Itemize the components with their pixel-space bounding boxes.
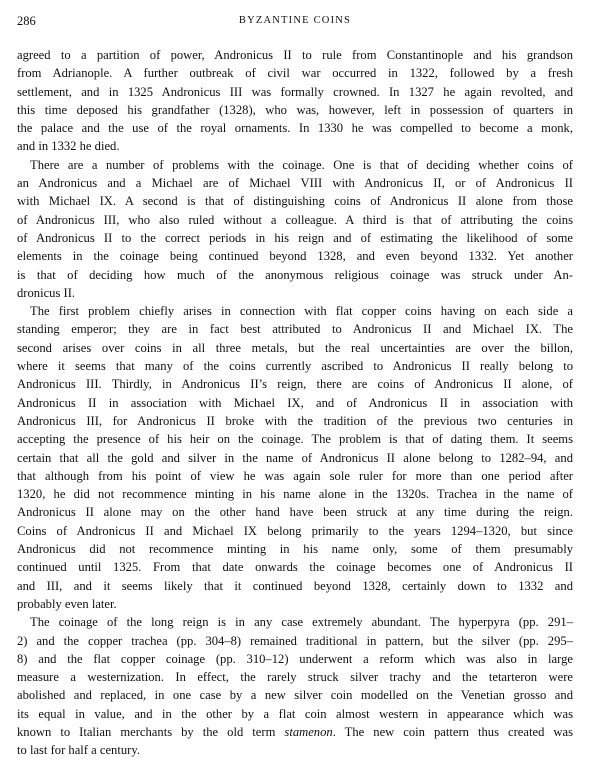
text-line [17,247,573,265]
running-head [17,13,573,29]
text-line [17,83,573,101]
text-line [17,192,573,210]
text-line-content: Andronicus did not recommence minting in his name only, some of them presumably [17,542,573,557]
text-line-content: 2) and the copper trachea (pp. 304–8) remained traditional in pattern, but the silver (pp. 295– [17,633,573,648]
text-line-content: from Adrianople. A further outbreak of civil war occurred in 1322, followed by a fresh [17,66,573,81]
text-line [17,412,573,430]
text-line-content: probably even later. [17,596,117,611]
text-line-content: second arises over coins in all three metals, but the real uncertainties are over the billon, [17,340,573,355]
text-line-content: its equal in value, and in the other by a flat coin almost western in appearance which was [17,706,573,721]
text-line [17,558,573,576]
text-line-content: Andronicus II alone may on the other hand have been struck at any time during the reign. [17,505,573,520]
text-line-content: with Michael IX. A second is that of distinguishing coins of Andronicus II alone from those [17,194,573,209]
text-line [17,119,573,137]
text-line-content: that although from his point of view he was again sole ruler for more than one period after [17,468,573,483]
text-line [17,64,573,82]
text-line-content: accepting the presence of his heir on the coinage. The problem is that of dating them. It seems [17,432,573,447]
text-line [17,320,573,338]
text-line-content: There are a number of problems with the coinage. One is that of deciding whether coins of [30,157,573,172]
text-line [17,522,573,540]
text-line [17,668,573,686]
text-line [17,394,573,412]
text-line-content: Andronicus III, for Andronicus II broke with the tradition of the previous two centuries in [17,413,573,428]
text-line-content: Andronicus II in association with Michael IX, and of Andronicus II in association with [17,395,573,410]
italic-term: stamenon [284,724,333,739]
text-line-content: certain that all the gold and silver in the name of Andronicus II alone belong to 1282–94, and [17,450,573,465]
text-line [17,302,573,320]
text-line [17,613,573,631]
text-line [17,430,573,448]
text-line [17,705,573,723]
text-line-continuation: . The new coin pattern thus created was [332,724,573,739]
text-line [17,284,573,302]
text-line [17,339,573,357]
text-line-content: measure a westernization. In effect, the rarely struck silver trachy and the tetarteron were [17,670,573,685]
text-line-content: is that of deciding how much of the anonymous religious coinage was struck under An- [17,267,573,282]
text-line-content: agreed to a partition of power, Andronicus II to rule from Constantinople and his grandson [17,48,573,62]
text-line-content: abolished and replaced, in one case by a new silver coin modelled on the Venetian grosso and [17,688,573,703]
text-line-content: elements in the coinage being continued beyond 1328, and even beyond 1332. Yet another [17,249,573,264]
text-line [17,137,573,155]
text-line [17,577,573,595]
text-line [17,503,573,521]
text-line [17,174,573,192]
text-line-content: Coins of Andronicus II and Michael IX belong primarily to the years 1294–1320, but since [17,523,573,538]
text-line-content: of Andronicus III, who also ruled without a colleague. A third is that of attributing the coins [17,212,573,227]
text-line [17,632,573,650]
text-line [17,266,573,284]
text-line [17,540,573,558]
text-line-content: 1320, he did not recommence minting in his name alone in the 1320s. Trachea in the name of [17,487,573,502]
text-line-content: this time deposed his grandfather (1328), who was, however, left in possession of quarters in [17,102,573,117]
text-line-content: and in 1332 he died. [17,139,120,154]
text-line [17,449,573,467]
text-line-content: Andronicus III. Thirdly, in Andronicus II’s reign, there are coins of Andronicus II alone, of [17,377,573,392]
text-line-content: where it seems that many of the coins currently ascribed to Andronicus II really belong to [17,359,573,374]
text-line-content: 8) and the flat copper coinage (pp. 310–12) underwent a reform which was also in large [17,651,573,666]
text-line-content: The first problem chiefly arises in connection with flat copper coins having on each side a [30,304,573,319]
text-line-content: settlement, and in 1325 Andronicus III was formally crowned. In 1327 he again revolted, and [17,84,573,99]
text-line [17,741,573,759]
text-line-content: standing emperor; they are in fact best attributed to Andronicus II and Michael IX. The [17,322,573,337]
page-number: 286 [17,14,36,28]
text-line [17,595,573,613]
text-line-content: continued until 1325. From that date onwards the coinage becomes one of Andronicus II [17,560,573,575]
text-line [17,357,573,375]
text-line-content: dronicus II. [17,285,76,300]
text-line [17,229,573,247]
text-line [17,101,573,119]
text-line-content: and III, and it seems likely that it continued beyond 1328, certainly down to 1332 and [17,578,573,593]
text-line-content: known to Italian merchants by the old term [17,724,285,739]
text-line [17,211,573,229]
text-line-content: of Andronicus II to the correct periods in his reign and of estimating the likelihood of some [17,230,573,245]
text-line [17,46,573,64]
text-line [17,485,573,503]
text-line [17,650,573,668]
text-line [17,156,573,174]
text-line-content: an Andronicus and a Michael are of Michael VIII with Andronicus II, or of Andronicus II [17,176,573,191]
text-line-content: The coinage of the long reign is in any case extremely abundant. The hyperpyra (pp. 291– [30,615,573,630]
text-line-content: to last for half a century. [17,743,140,758]
text-line [17,375,573,393]
text-line [17,686,573,704]
text-line [17,467,573,485]
body-text [17,46,573,760]
running-title: BYZANTINE COINS [238,15,352,26]
text-line-content: the palace and the use of the royal ornaments. In 1330 he was compelled to become a monk, [17,121,573,136]
text-line [17,723,573,741]
